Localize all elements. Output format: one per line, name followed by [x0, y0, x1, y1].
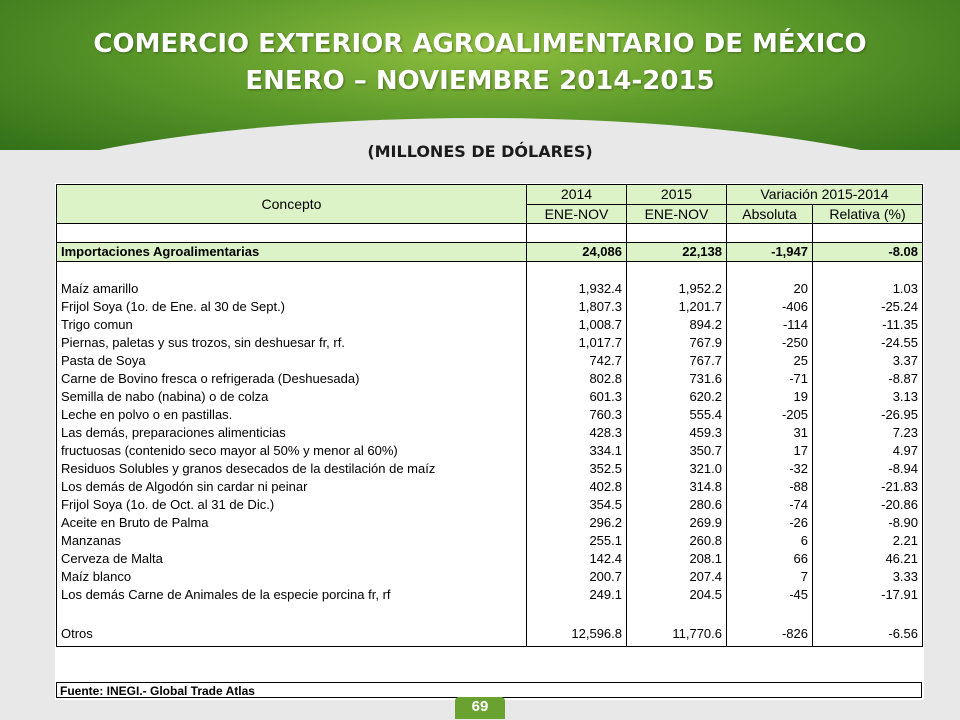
row-label: Aceite en Bruto de Palma: [57, 514, 527, 532]
row-absolute: -250: [727, 334, 813, 352]
table-row: [57, 550, 923, 568]
table-row: [57, 568, 923, 586]
row-2015: 207.4: [627, 568, 727, 586]
row-relative: 3.13: [813, 388, 923, 406]
row-absolute: 17: [727, 442, 813, 460]
row-label: Piernas, paletas y sus trozos, sin deshuesar fr, rf.: [57, 334, 527, 352]
row-relative: -6.56: [813, 622, 923, 647]
row-relative: -8.90: [813, 514, 923, 532]
row-relative: -21.83: [813, 478, 923, 496]
row-2015: 459.3: [627, 424, 727, 442]
row-absolute: 66: [727, 550, 813, 568]
table-row: [57, 586, 923, 604]
row-2014: 1,932.4: [527, 280, 627, 298]
row-2014: 1,017.7: [527, 334, 627, 352]
row-2014: 1,807.3: [527, 298, 627, 316]
total-label: Importaciones Agroalimentarias: [57, 243, 527, 262]
row-2015: 314.8: [627, 478, 727, 496]
row-label: Maíz amarillo: [57, 280, 527, 298]
row-2014: 255.1: [527, 532, 627, 550]
row-absolute: -88: [727, 478, 813, 496]
sub-header-2015: ENE-NOV: [627, 204, 727, 224]
row-2015: 767.7: [627, 352, 727, 370]
row-label: Pasta de Soya: [57, 352, 527, 370]
table-row: [57, 334, 923, 352]
table-row: [57, 316, 923, 334]
row-2014: 334.1: [527, 442, 627, 460]
sub-header-relative: Relativa (%): [813, 204, 923, 224]
sub-header-2014: ENE-NOV: [527, 204, 627, 224]
row-absolute: 7: [727, 568, 813, 586]
row-2015: 555.4: [627, 406, 727, 424]
row-relative: -20.86: [813, 496, 923, 514]
row-2014: 249.1: [527, 586, 627, 604]
row-2015: 350.7: [627, 442, 727, 460]
row-2014: 142.4: [527, 550, 627, 568]
row-relative: -8.94: [813, 460, 923, 478]
table-row: [57, 388, 923, 406]
row-relative: 7.23: [813, 424, 923, 442]
spacer-row: [57, 224, 923, 243]
row-2015: 1,952.2: [627, 280, 727, 298]
row-2014: 802.8: [527, 370, 627, 388]
row-label: Residuos Solubles y granos desecados de la destilación de maíz: [57, 460, 527, 478]
title-line-2: ENERO – NOVIEMBRE 2014-2015: [245, 66, 715, 96]
row-label: Los demás de Algodón sin cardar ni peinar: [57, 478, 527, 496]
row-label: Frijol Soya (1o. de Oct. al 31 de Dic.): [57, 496, 527, 514]
row-2014: 402.8: [527, 478, 627, 496]
row-relative: 1.03: [813, 280, 923, 298]
row-2015: 11,770.6: [627, 622, 727, 647]
row-2015: 731.6: [627, 370, 727, 388]
row-2015: 1,201.7: [627, 298, 727, 316]
row-2014: 1,008.7: [527, 316, 627, 334]
row-2015: 204.5: [627, 586, 727, 604]
row-absolute: -826: [727, 622, 813, 647]
page-number: 69: [471, 698, 489, 715]
table-row: [57, 496, 923, 514]
row-2015: 280.6: [627, 496, 727, 514]
table-row: [57, 352, 923, 370]
row-absolute: -114: [727, 316, 813, 334]
row-2014: 760.3: [527, 406, 627, 424]
row-relative: 2.21: [813, 532, 923, 550]
table-row: [57, 298, 923, 316]
row-2014: 200.7: [527, 568, 627, 586]
row-absolute: -205: [727, 406, 813, 424]
row-label: Semilla de nabo (nabina) o de colza: [57, 388, 527, 406]
total-2014: 24,086: [527, 243, 627, 262]
row-2015: 260.8: [627, 532, 727, 550]
concept-header: Concepto: [57, 185, 527, 224]
header-2014: 2014: [527, 185, 627, 205]
row-absolute: -32: [727, 460, 813, 478]
spacer-row: [57, 262, 923, 281]
row-relative: 4.97: [813, 442, 923, 460]
row-2014: 12,596.8: [527, 622, 627, 647]
row-label: Trigo comun: [57, 316, 527, 334]
table-body: [57, 185, 923, 647]
row-2014: 428.3: [527, 424, 627, 442]
row-relative: 3.33: [813, 568, 923, 586]
table-row: [57, 514, 923, 532]
row-label: Maíz blanco: [57, 568, 527, 586]
header-variation: Variación 2015-2014: [727, 185, 923, 205]
row-absolute: 6: [727, 532, 813, 550]
header-row-1: [57, 185, 923, 205]
row-relative: 46.21: [813, 550, 923, 568]
total-absolute: -1,947: [727, 243, 813, 262]
total-2015: 22,138: [627, 243, 727, 262]
row-label: Las demás, preparaciones alimenticias: [57, 424, 527, 442]
row-relative: -24.55: [813, 334, 923, 352]
row-2014: 354.5: [527, 496, 627, 514]
row-relative: -25.24: [813, 298, 923, 316]
table-row: [57, 478, 923, 496]
row-label: Otros: [57, 622, 527, 647]
row-absolute: -406: [727, 298, 813, 316]
table-row: [57, 442, 923, 460]
page-title: [0, 26, 960, 100]
row-2015: 894.2: [627, 316, 727, 334]
row-absolute: 31: [727, 424, 813, 442]
row-absolute: -26: [727, 514, 813, 532]
row-relative: -26.95: [813, 406, 923, 424]
row-2015: 767.9: [627, 334, 727, 352]
row-2014: 352.5: [527, 460, 627, 478]
data-table: [56, 184, 923, 647]
sub-header-absolute: Absoluta: [727, 204, 813, 224]
row-relative: -8.87: [813, 370, 923, 388]
row-absolute: 19: [727, 388, 813, 406]
table-row: [57, 280, 923, 298]
row-absolute: -45: [727, 586, 813, 604]
row-2014: 296.2: [527, 514, 627, 532]
row-label: Carne de Bovino fresca o refrigerada (Deshuesada): [57, 370, 527, 388]
title-line-1: COMERCIO EXTERIOR AGROALIMENTARIO DE MÉXICO: [93, 29, 867, 59]
row-label: Frijol Soya (1o. de Ene. al 30 de Sept.): [57, 298, 527, 316]
row-2015: 269.9: [627, 514, 727, 532]
row-label: Manzanas: [57, 532, 527, 550]
total-relative: -8.08: [813, 243, 923, 262]
table-row: [57, 406, 923, 424]
row-label: Cerveza de Malta: [57, 550, 527, 568]
row-2015: 208.1: [627, 550, 727, 568]
row-label: Leche en polvo o en pastillas.: [57, 406, 527, 424]
row-2014: 601.3: [527, 388, 627, 406]
row-label: Los demás Carne de Animales de la especie porcina fr, rf: [57, 586, 527, 604]
table-row: [57, 532, 923, 550]
row-absolute: 25: [727, 352, 813, 370]
spacer-row: [57, 604, 923, 622]
row-absolute: -74: [727, 496, 813, 514]
row-2014: 742.7: [527, 352, 627, 370]
row-relative: -17.91: [813, 586, 923, 604]
row-relative: 3.37: [813, 352, 923, 370]
source-note: Fuente: INEGI.- Global Trade Atlas: [56, 682, 922, 698]
others-row: [57, 622, 923, 647]
row-absolute: 20: [727, 280, 813, 298]
table-row: [57, 370, 923, 388]
table-row: [57, 424, 923, 442]
table-row: [57, 460, 923, 478]
row-relative: -11.35: [813, 316, 923, 334]
header-2015: 2015: [627, 185, 727, 205]
total-row: [57, 243, 923, 262]
row-absolute: -71: [727, 370, 813, 388]
row-2015: 620.2: [627, 388, 727, 406]
row-2015: 321.0: [627, 460, 727, 478]
units-subtitle: (MILLONES DE DÓLARES): [367, 142, 593, 161]
row-label: fructuosas (contenido seco mayor al 50% y menor al 60%): [57, 442, 527, 460]
